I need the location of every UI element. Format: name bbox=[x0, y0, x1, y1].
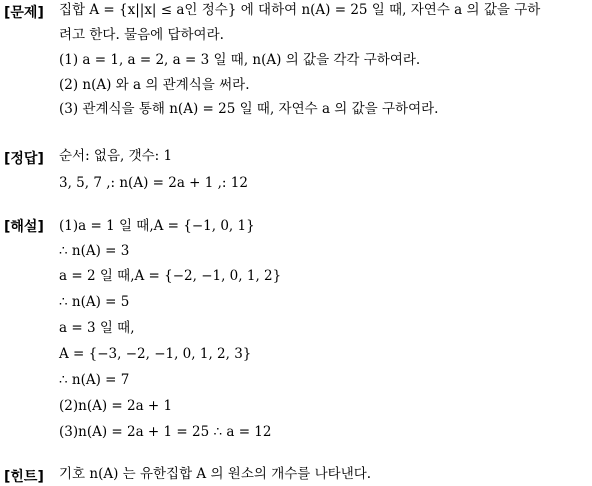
problem-subquestion-1: (1) a = 1, a = 2, a = 3 일 때, n(A) 의 값을 각각 구하여라. bbox=[59, 52, 421, 68]
answer-line-1: 순서: 없음, 갯수: 1 bbox=[59, 148, 173, 164]
solution-line-4: ∴ n(A) = 5 bbox=[59, 294, 130, 310]
solution-tag: [해설] bbox=[4, 219, 44, 235]
solution-line-9: (3)n(A) = 2a + 1 = 25 ∴ a = 12 bbox=[59, 424, 272, 440]
answer-line-2: 3, 5, 7 ,: n(A) = 2a + 1 ,: 12 bbox=[59, 175, 248, 191]
problem-line-1: 집합 A = {x||x| ≤ a인 정수} 에 대하여 n(A) = 25 일 때, 자연수 a 의 값을 구하 bbox=[59, 2, 541, 18]
solution-line-5: a = 3 일 때, bbox=[59, 320, 135, 336]
problem-line-2: 려고 한다. 물음에 답하여라. bbox=[59, 27, 224, 43]
answer-tag: [정답] bbox=[4, 151, 44, 167]
solution-line-1: (1)a = 1 일 때,A = {−1, 0, 1} bbox=[59, 218, 255, 234]
hint-line-1: 기호 n(A) 는 유한집합 A 의 원소의 개수를 나타낸다. bbox=[59, 466, 372, 482]
solution-line-3: a = 2 일 때,A = {−2, −1, 0, 1, 2} bbox=[59, 268, 282, 284]
problem-subquestion-3: (3) 관계식을 통해 n(A) = 25 일 때, 자연수 a 의 값을 구하여라. bbox=[59, 101, 439, 117]
problem-tag: [문제] bbox=[4, 5, 44, 21]
problem-subquestion-2: (2) n(A) 와 a 의 관계식을 써라. bbox=[59, 77, 250, 93]
solution-line-8: (2)n(A) = 2a + 1 bbox=[59, 398, 173, 414]
solution-line-2: ∴ n(A) = 3 bbox=[59, 243, 130, 259]
solution-line-7: ∴ n(A) = 7 bbox=[59, 372, 130, 388]
solution-line-6: A = {−3, −2, −1, 0, 1, 2, 3} bbox=[59, 346, 252, 362]
hint-tag: [힌트] bbox=[4, 469, 44, 485]
